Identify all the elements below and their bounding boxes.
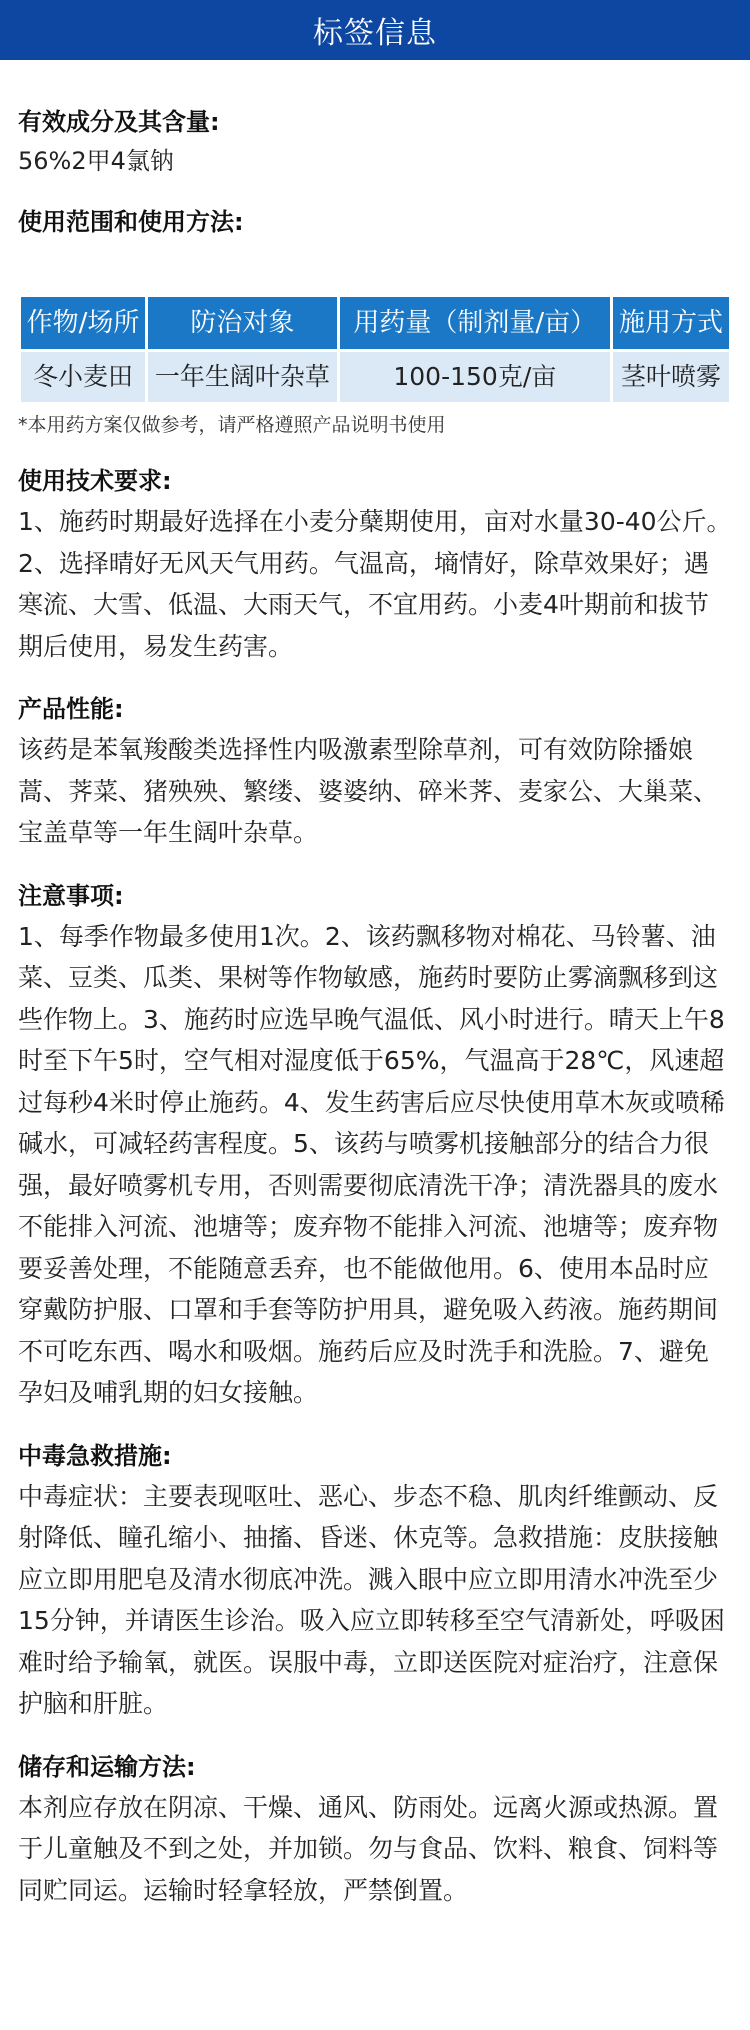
storage-section [18,1749,732,1912]
performance-heading: 产品性能: [18,695,124,723]
precautions-section [18,878,732,1414]
table-header-dosage: 用药量（制剂量/亩） [340,297,610,349]
scope-section [18,204,732,240]
firstaid-section [18,1438,732,1725]
table-cell-crop: 冬小麦田 [21,352,145,402]
scope-heading: 使用范围和使用方法: [18,208,244,236]
usage-table-header-row [21,297,729,349]
performance-section [18,691,732,854]
performance-text: 该药是苯氧羧酸类选择性内吸激素型除草剂，可有效防除播娘蒿、荠菜、猪殃殃、繁缕、婆婆纳、碎米荠、麦家公、大巢菜、宝盖草等一年生阔叶杂草。 [18,735,719,847]
ingredient-heading: 有效成分及其含量: [18,108,220,136]
table-header-crop: 作物/场所 [21,297,145,349]
technical-section [18,463,732,667]
technical-text: 1、施药时期最好选择在小麦分蘖期使用，亩对水量30-40公斤。2、选择晴好无风天气用药。气温高，墒情好，除草效果好；遇寒流、大雪、低温、大雨天气，不宜用药。小麦4叶期前和拔节期后使用，易发生药害。 [18,507,732,661]
storage-text: 本剂应存放在阴凉、干燥、通风、防雨处。远离火源或热源。置于儿童触及不到之处，并加锁。勿与食品、饮料、粮食、饲料等同贮同运。运输时轻拿轻放，严禁倒置。 [18,1792,719,1905]
storage-heading: 储存和运输方法: [18,1752,196,1781]
table-row [21,352,729,402]
ingredient-text: 56%2甲4氯钠 [18,147,174,175]
ingredient-section [18,104,732,180]
usage-table [18,294,732,405]
page-header [0,0,750,60]
table-cell-dosage: 100-150克/亩 [340,352,610,402]
table-header-method: 施用方式 [613,297,729,349]
table-note: *本用药方案仅做参考，请严格遵照产品说明书使用 [18,414,446,436]
table-cell-method: 茎叶喷雾 [613,352,729,402]
page-title: 标签信息 [313,16,437,51]
firstaid-text: 中毒症状：主要表现呕吐、恶心、步态不稳、肌肉纤维颤动、反射降低、瞳孔缩小、抽搐、昏迷、休克等。急救措施：皮肤接触应立即用肥皂及清水彻底冲洗。溅入眼中应立即用清水冲洗至少15分钟，并请医生诊治。吸入应立即转移至空气清新处，呼吸困难时给予输氧，就医。误服中毒，立即送医院对症治疗，注意保护脑和肝脏。 [18,1481,725,1718]
precautions-heading: 注意事项: [18,881,124,910]
technical-heading: 使用技术要求: [18,467,172,495]
table-header-target: 防治对象 [148,297,337,349]
label-content [0,104,750,1911]
precautions-text: 1、每季作物最多使用1次。2、该药飘移物对棉花、马铃薯、油菜、豆类、瓜类、果树等作物敏感，施药时要防止雾滴飘移到这些作物上。3、施药时应选早晚气温低、风小时进行。晴天上午8时至下午5时，空气相对湿度低于65%，气温高于28℃，风速超过每秒4米时停止施药。4、发生药害后应尽快使用草木灰或喷稀碱水，可减轻药害程度。5、该药与喷雾机接触部分的结合力很强，最好喷雾机专用，否则需要彻底清洗干净；清洗器具的废水不能排入河流、池塘等；废弃物不能排入河流、池塘等；废弃物要妥善处理，不能随意丢弃，也不能做他用。6、使用本品时应穿戴防护服、口罩和手套等防护用具，避免吸入药液。施药期间不可吃东西、喝水和吸烟。施药后应及时洗手和洗脸。7、避免孕妇及哺乳期的妇女接触。 [18,921,725,1407]
table-cell-target: 一年生阔叶杂草 [148,352,337,402]
firstaid-heading: 中毒急救措施: [18,1441,172,1470]
